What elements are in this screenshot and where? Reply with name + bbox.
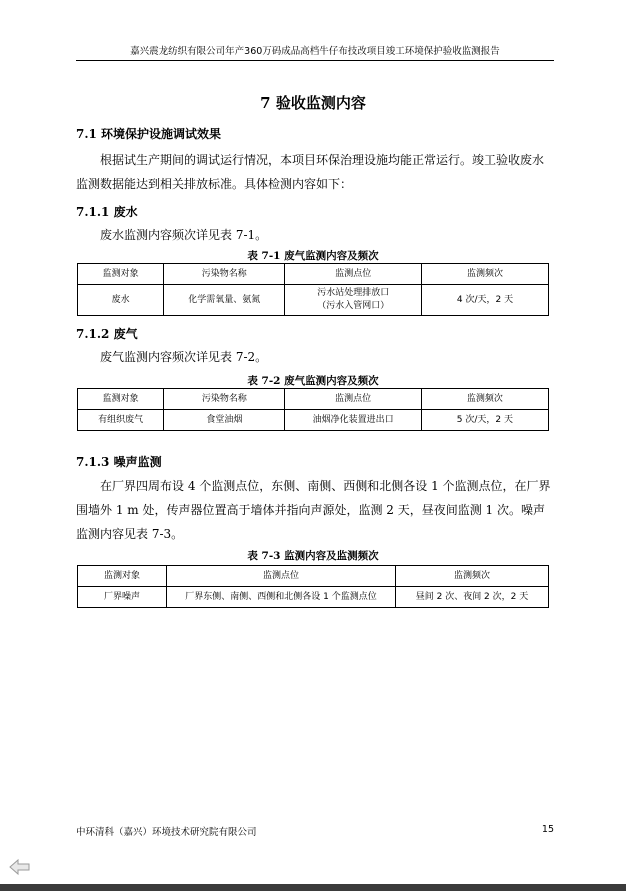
table-cell: 5 次/天，2 天	[421, 410, 548, 431]
table-cell-line: （污水入管网口）	[317, 301, 390, 311]
section-7-1-3-paragraph: 在厂界四周布设 4 个监测点位，东侧、南侧、西侧和北侧各设 1 个监测点位，在厂界围墙外 1 m 处，传声器位置高于墙体并指向声源处，监测 2 天，昼夜间监测 1 次。噪声监测内容见表 7-3。	[76, 479, 551, 541]
section-heading-7-1-3: 7.1.3 噪声监测	[76, 455, 162, 469]
table-cell: 厂界东侧、南侧、西侧和北侧各设 1 个监测点位	[167, 587, 396, 608]
table-cell: 食堂油烟	[164, 410, 285, 431]
table-header-cell: 污染物名称	[164, 389, 285, 410]
section-7-1-1-paragraph: 废水监测内容频次详见表 7-1。	[100, 228, 268, 242]
table-header-cell: 监测点位	[285, 264, 422, 285]
table-header-row	[78, 264, 549, 285]
footer-organization: 中环清科（嘉兴）环境技术研究院有限公司	[76, 827, 257, 838]
table-cell: 油烟净化装置进出口	[285, 410, 421, 431]
table-header-cell: 监测点位	[285, 389, 421, 410]
table-header-cell: 监测对象	[78, 264, 164, 285]
table-cell: 有组织废气	[78, 410, 164, 431]
table-cell: 化学需氧量、氨氮	[164, 285, 285, 316]
section-7-1-paragraph: 根据试生产期间的调试运行情况，本项目环保治理设施均能正常运行。竣工验收废水监测数据能达到相关排放标准。具体检测内容如下：	[76, 153, 545, 191]
table-cell	[285, 285, 422, 316]
table-cell: 废水	[78, 285, 164, 316]
table-header-row	[78, 566, 549, 587]
table-cell: 厂界噪声	[78, 587, 167, 608]
table-7-1-caption: 表 7-1 废气监测内容及频次	[247, 250, 379, 262]
section-7-1-2-paragraph: 废气监测内容频次详见表 7-2。	[100, 350, 268, 364]
table-7-3-caption: 表 7-3 监测内容及监测频次	[247, 550, 379, 562]
table-cell: 4 次/天，2 天	[422, 285, 549, 316]
table-cell: 昼间 2 次、夜间 2 次，2 天	[396, 587, 549, 608]
table-header-cell: 监测对象	[78, 389, 164, 410]
table-header-cell: 监测频次	[396, 566, 549, 587]
back-arrow-icon[interactable]	[8, 858, 32, 876]
page-number: 15	[541, 824, 554, 835]
table-header-cell: 监测频次	[421, 389, 548, 410]
section-heading-7-1-2: 7.1.2 废气	[76, 327, 138, 341]
table-row	[78, 410, 549, 431]
section-heading-7-1-1: 7.1.1 废水	[76, 205, 138, 219]
table-7-1	[77, 263, 549, 316]
chapter-title: 7 验收监测内容	[260, 94, 366, 112]
viewer-bottom-bar	[0, 884, 626, 891]
page-header: 嘉兴震龙纺织有限公司年产360万码成品高档牛仔布技改项目竣工环境保护验收监测报告	[76, 43, 554, 61]
section-heading-7-1: 7.1 环境保护设施调试效果	[76, 127, 222, 141]
table-7-2	[77, 388, 549, 431]
table-cell-line: 污水站处理排放口	[317, 288, 390, 298]
table-header-cell: 污染物名称	[164, 264, 285, 285]
table-header-cell: 监测点位	[167, 566, 396, 587]
table-7-2-caption: 表 7-2 废气监测内容及频次	[247, 375, 379, 387]
table-header-cell: 监测频次	[422, 264, 549, 285]
table-header-cell: 监测对象	[78, 566, 167, 587]
table-row	[78, 587, 549, 608]
table-header-row	[78, 389, 549, 410]
table-row	[78, 285, 549, 316]
table-7-3	[77, 565, 549, 608]
